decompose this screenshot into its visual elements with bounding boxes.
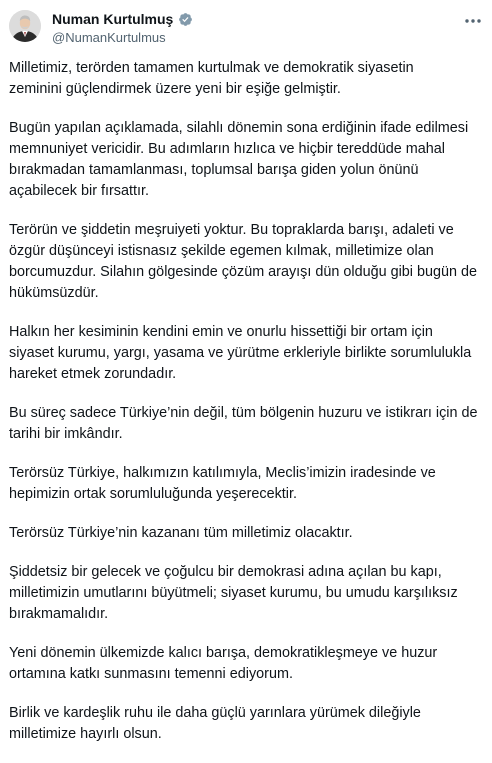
more-horizontal-icon [464, 11, 482, 29]
verified-badge-icon [178, 12, 193, 27]
user-handle[interactable]: @NumanKurtulmus [52, 30, 166, 45]
tweet-header [0, 0, 492, 52]
tweet-paragraph: Terörsüz Türkiye’nin kazananı tüm milletimiz olacaktır. [9, 525, 353, 541]
display-name[interactable]: Numan Kurtulmuş [52, 11, 174, 27]
name-row [52, 11, 193, 28]
tweet-paragraph: Milletimiz, terörden tamamen kurtulmak ve demokratik siyasetin zeminini güçlendirmek üzere yeni bir eşiğe gelmiştir. [9, 60, 414, 97]
avatar-image [9, 10, 41, 42]
tweet-text [9, 58, 485, 763]
tweet-paragraph: Halkın her kesiminin kendini emin ve onurlu hissettiği bir ortam için siyaset kurumu, yargı, yasama ve yürütme erkleriyle birlikte sorumlulukla hareket etmek zorundadır. [9, 324, 472, 382]
tweet-paragraph: Terörün ve şiddetin meşruiyeti yoktur. Bu topraklarda barışı, adaleti ve özgür düşünceyi istisnasız şekilde egemen kılmak, milletimize olan borcumuzdur. Silahın gölgesinde çözüm arayışı dün olduğu gibi bugün de hükümsüzdür. [9, 222, 478, 301]
tweet-paragraph: Bu süreç sadece Türkiye’nin değil, tüm bölgenin huzuru ve istikrarı için de tarihi bir imkândır. [9, 405, 478, 442]
tweet-paragraph: Terörsüz Türkiye, halkımızın katılımıyla, Meclis’imizin iradesinde ve hepimizin ortak sorumluluğunda yeşerecektir. [9, 465, 436, 502]
avatar[interactable] [9, 10, 41, 42]
more-options-button[interactable] [461, 10, 485, 30]
tweet-paragraph: Birlik ve kardeşlik ruhu ile daha güçlü yarınlara yürümek dileğiyle milletimize hayırlı olsun. [9, 705, 421, 742]
tweet-paragraph: Bugün yapılan açıklamada, silahlı dönemin sona erdiğinin ifade edilmesi memnuniyet vericidir. Bu adımların hızlıca ve hiçbir tereddüde mahal bırakmadan tamamlanması, toplumsal barışa giden yolun önünü açabilecek bir fırsattır. [9, 120, 469, 199]
tweet-paragraph: Yeni dönemin ülkemizde kalıcı barışa, demokratikleşmeye ve huzur ortamına katkı sunmasını temenni ediyorum. [9, 645, 438, 682]
tweet-paragraph: Şiddetsiz bir gelecek ve çoğulcu bir demokrasi adına açılan bu kapı, milletimizin umutlarını büyütmeli; siyaset kurumu, bu umudu karşılıksız bırakmamalıdır. [9, 564, 458, 622]
